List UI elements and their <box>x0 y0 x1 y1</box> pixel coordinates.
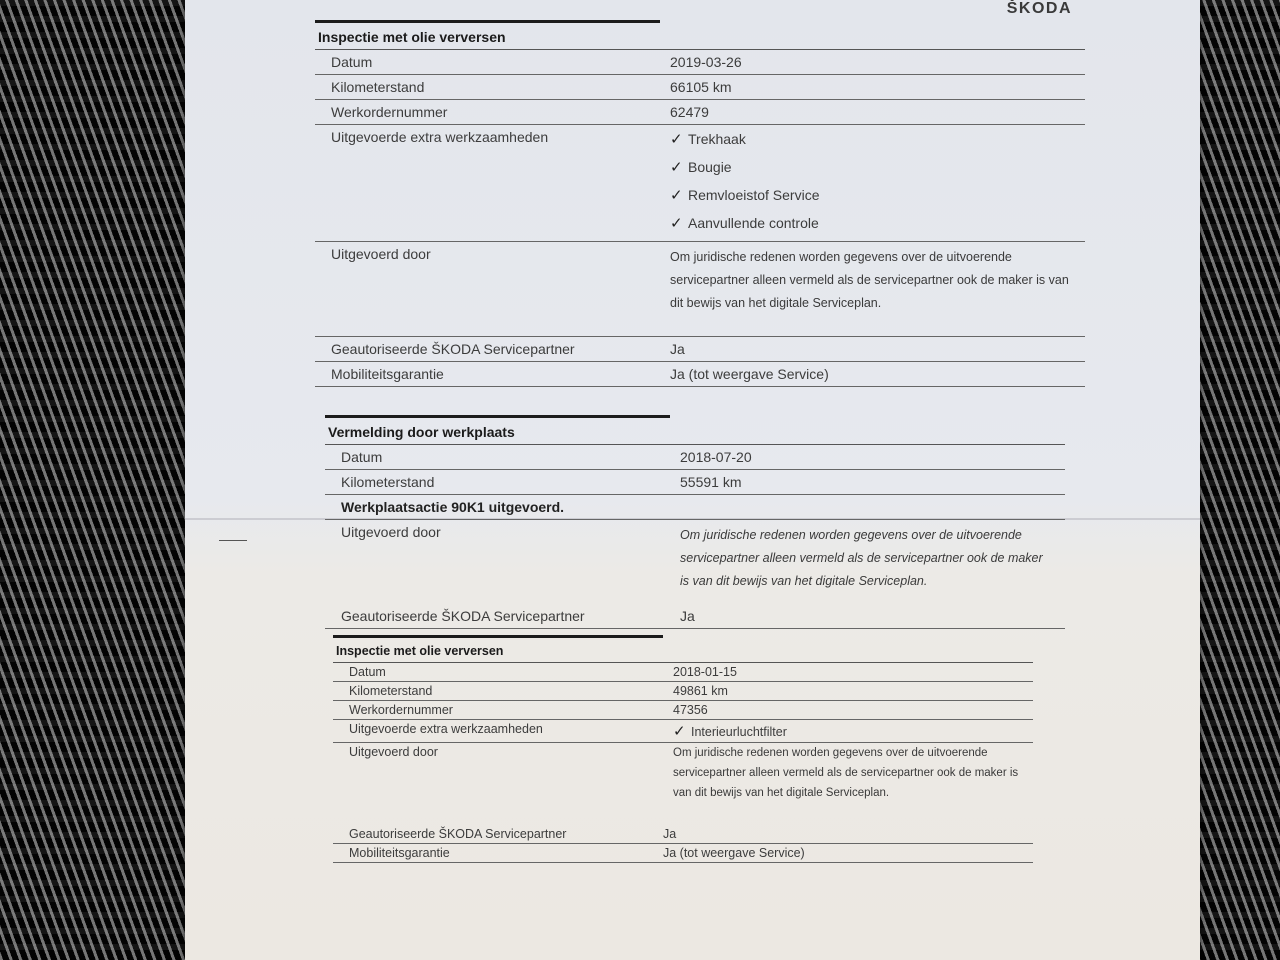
row-uitgevoerd-door <box>325 520 1065 604</box>
checkmark-icon: ✓ <box>670 215 683 232</box>
checkmark-icon: ✓ <box>670 131 683 148</box>
row-value: Ja <box>680 608 695 624</box>
service-document <box>185 0 1200 960</box>
list-item-label: Remvloeistof Service <box>688 187 820 203</box>
legal-note: Om juridische redenen worden gegevens over de uitvoerende servicepartner alleen vermeld als de servicepartner ook de maker is van dit bewijs van het digitale Serviceplan. <box>680 528 1043 588</box>
row-value: Ja <box>663 827 677 841</box>
row-value: 49861 km <box>673 684 728 698</box>
row-kilometerstand <box>315 75 1085 100</box>
legal-note: Om juridische redenen worden gegevens over de uitvoerende servicepartner alleen vermeld als de servicepartner ook de maker is van dit bewijs van het digitale Serviceplan. <box>673 747 1019 799</box>
row-uitgevoerd-door <box>315 242 1085 337</box>
row-label: Uitgevoerde extra werkzaamheden <box>349 722 543 736</box>
row-label: Datum <box>341 449 383 465</box>
row-werkplaatsactie <box>325 495 1065 520</box>
section-title: Inspectie met olie verversen <box>333 638 1033 663</box>
row-extra-werkzaamheden <box>315 125 1085 242</box>
legal-note: Om juridische redenen worden gegevens over de uitvoerende servicepartner alleen vermeld als de servicepartner ook de maker is van dit bewijs van het digitale Serviceplan. <box>670 250 1069 310</box>
row-value: 2018-07-20 <box>680 449 752 465</box>
row-label: Kilometerstand <box>331 79 425 95</box>
fold-mark <box>219 540 247 541</box>
list-item-label: Aanvullende controle <box>688 215 819 231</box>
section-inspection-2019 <box>315 20 1085 387</box>
section-inspection-2018 <box>333 635 1033 863</box>
row-datum <box>333 663 1033 682</box>
row-label: Datum <box>349 665 386 679</box>
row-label: Kilometerstand <box>341 474 435 490</box>
section-workshop-2018 <box>325 415 1065 629</box>
row-label: Uitgevoerd door <box>349 745 438 759</box>
row-uitgevoerd-door <box>333 743 1033 825</box>
row-mobiliteitsgarantie <box>315 362 1085 387</box>
list-item-label: Interieurluchtfilter <box>691 725 787 739</box>
checkmark-icon: ✓ <box>670 159 683 176</box>
row-kilometerstand <box>333 682 1033 701</box>
skoda-logo: ŠKODA <box>1006 0 1072 17</box>
row-label: Kilometerstand <box>349 684 433 698</box>
checkmark-icon: ✓ <box>673 723 686 740</box>
row-label: Uitgevoerd door <box>331 246 431 262</box>
row-value: 62479 <box>670 104 709 120</box>
row-label: Geautoriseerde ŠKODA Servicepartner <box>341 608 585 624</box>
list-item <box>670 181 1085 209</box>
row-servicepartner <box>333 825 1033 844</box>
row-label: Werkplaatsactie 90K1 uitgevoerd. <box>341 499 565 515</box>
row-value: 2018-01-15 <box>673 665 737 679</box>
row-label: Mobiliteitsgarantie <box>349 846 450 860</box>
checkmark-icon: ✓ <box>670 187 683 204</box>
list-item-label: Bougie <box>688 159 732 175</box>
section-title: Inspectie met olie verversen <box>315 23 1085 50</box>
row-label: Werkordernummer <box>349 703 453 717</box>
row-werkordernummer <box>333 701 1033 720</box>
row-value: 55591 km <box>680 474 742 490</box>
row-label: Uitgevoerde extra werkzaamheden <box>331 129 549 145</box>
row-servicepartner <box>315 337 1085 362</box>
row-servicepartner <box>325 604 1065 629</box>
row-label: Werkordernummer <box>331 104 448 120</box>
row-werkordernummer <box>315 100 1085 125</box>
row-value: Ja (tot weergave Service) <box>670 366 829 382</box>
row-datum <box>315 50 1085 75</box>
row-value: 66105 km <box>670 79 732 95</box>
row-label: Geautoriseerde ŠKODA Servicepartner <box>331 341 575 357</box>
row-label: Uitgevoerd door <box>341 524 441 540</box>
section-title: Vermelding door werkplaats <box>325 418 1065 445</box>
row-value: Ja <box>670 341 685 357</box>
extra-work-list <box>670 125 1085 237</box>
row-label: Geautoriseerde ŠKODA Servicepartner <box>349 827 567 841</box>
list-item <box>670 209 1085 237</box>
row-datum <box>325 445 1065 470</box>
row-extra-werkzaamheden <box>333 720 1033 743</box>
row-value: Ja (tot weergave Service) <box>663 846 805 860</box>
row-label: Mobiliteitsgarantie <box>331 366 444 382</box>
list-item <box>670 153 1085 181</box>
row-value: 47356 <box>673 703 708 717</box>
row-label: Datum <box>331 54 373 70</box>
row-mobiliteitsgarantie <box>333 844 1033 863</box>
list-item <box>670 125 1085 153</box>
row-kilometerstand <box>325 470 1065 495</box>
list-item-label: Trekhaak <box>688 131 746 147</box>
row-value: 2019-03-26 <box>670 54 742 70</box>
